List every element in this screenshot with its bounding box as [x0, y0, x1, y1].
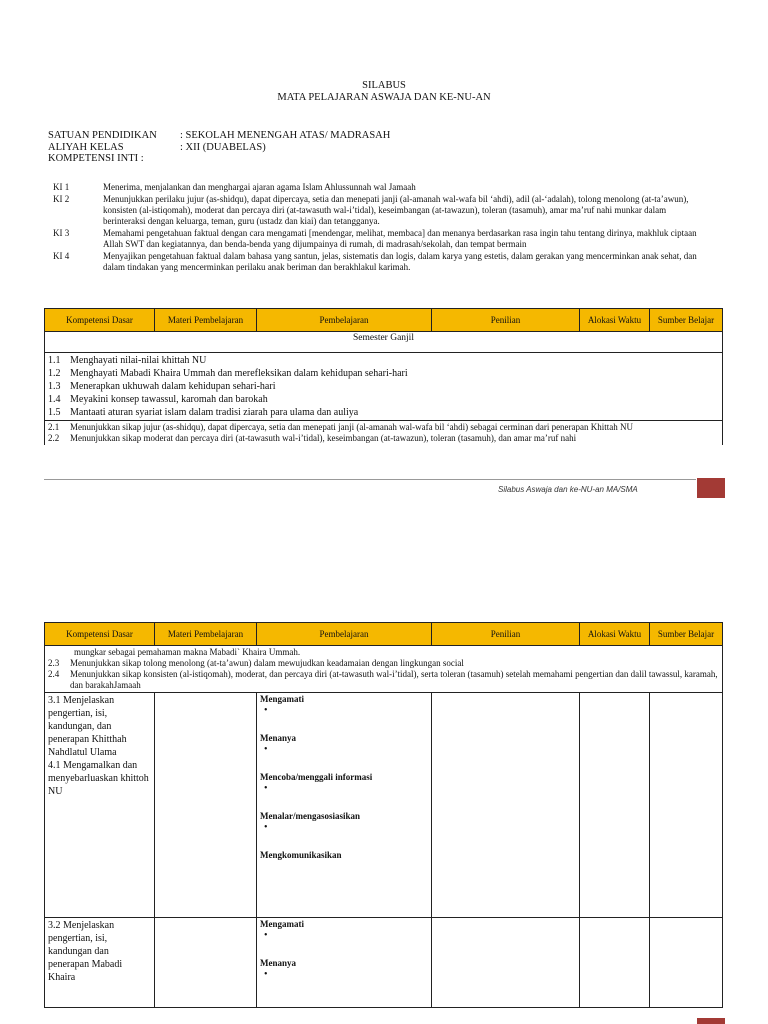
page-1 [0, 0, 768, 510]
kd-line [48, 669, 719, 691]
kd-number: 2.3 [48, 658, 60, 668]
col-header: Alokasi Waktu [580, 623, 650, 646]
semester-row [45, 332, 723, 353]
meta-block [48, 130, 390, 165]
materi-cell [155, 918, 257, 1008]
ki-code: KI 2 [53, 194, 70, 204]
kd2-cell [45, 646, 723, 693]
kd-number: 2.1 [48, 422, 60, 432]
syllabus-table-2 [44, 622, 723, 1008]
kd3-text: 3.2 Menjelaskan pengertian, isi, kandungan dan penerapan Mabadi Khaira [48, 920, 123, 983]
col-header: Materi Pembelajaran [155, 309, 257, 332]
kd-number: 1.5 [48, 407, 61, 418]
kd-line [48, 406, 719, 419]
kd4-text: 4.1 Mengamalkan dan menyebarluaskan khittoh NU [48, 760, 149, 797]
col-header: Penilian [432, 309, 580, 332]
penilian-cell [432, 693, 580, 918]
syllabus-table-1 [44, 308, 723, 445]
kd-text: Menghayati Mabadi Khaira Ummah dan merefleksikan dalam kehidupan sehari-hari [70, 368, 408, 379]
page-2 [0, 560, 768, 1024]
ki-text: Menunjukkan perilaku jujur (as-shidqu), dapat dipercaya, setia dan menepati janji (al-amanah wal-wafa bil ‘ahdi), adil (al-‘adalah), tolong menolong (at-ta’awun), konsisten (al-istiqomah), moderat dan percaya diri (at-tawasuth wal-i’tidal), keseimbangan (at-tawazun), toleran (tasamuh), amar ma’ruf nahi munkar dalam berinteraksi dengan keluarga, teman, guru (ustadz dan kiai) dan tetangganya. [103, 194, 689, 226]
kd-cell [45, 693, 155, 918]
doc-subtitle: MATA PELAJARAN ASWAJA DAN KE-NU-AN [277, 92, 491, 103]
kd2-cell [45, 421, 723, 446]
ki-item [53, 194, 703, 227]
step-label: Menanya [260, 733, 296, 743]
kd-text: Mantaati aturan syariat islam dalam tradisi ziarah para ulama dan auliya [70, 407, 359, 418]
step-label: Menalar/mengasosiasikan [260, 811, 361, 821]
col-header: Kompetensi Dasar [45, 309, 155, 332]
col-header: Sumber Belajar [650, 623, 723, 646]
step-label: Mengamati [260, 694, 304, 704]
table-header-row [45, 623, 723, 646]
pembelajaran-cell [257, 918, 432, 1008]
pembelajaran-cell [257, 693, 432, 918]
footer-box [697, 1018, 725, 1024]
kd-line [48, 367, 719, 380]
kd-cell [45, 918, 155, 1008]
bullet-point: • [264, 744, 268, 755]
kd-text: Menunjukkan sikap moderat dan percaya diri (at-tawasuth wal-i’tidal), keseimbangan (at-tawazun), toleran (tasamuh), dan amar ma’ruf nahi [70, 433, 577, 443]
kd-text: Menunjukkan sikap konsisten (al-istiqomah), moderat, dan percaya diri (at-tawasuth wal-i’tidal), serta toleran (tasamuh) setelah memahami pengertian dan dalil tawassul, karamah, dan barakahJamaah [70, 669, 718, 690]
col-header: Pembelajaran [257, 309, 432, 332]
footer-box [697, 478, 725, 498]
col-header: Alokasi Waktu [580, 309, 650, 332]
step-label: Mengamati [260, 919, 304, 929]
bullet-point: • [264, 930, 268, 941]
kd-line [48, 380, 719, 393]
ki-list [53, 182, 703, 274]
sumber-cell [650, 918, 723, 1008]
footer-text: Silabus Aswaja dan ke-NU-an MA/SMA [498, 485, 638, 494]
ki-code: KI 3 [53, 228, 70, 238]
kd3-text: 3.1 Menjelaskan pengertian, isi, kandungan, dan penerapan Khitthah Nahdlatul Ulama [48, 695, 127, 758]
col-header: Sumber Belajar [650, 309, 723, 332]
kd-line [48, 354, 719, 367]
col-header: Pembelajaran [257, 623, 432, 646]
table-header-row [45, 309, 723, 332]
bullet-point: • [264, 705, 268, 716]
kd-text: mungkar sebagai pemahaman makna Mabadi` Khaira Ummah. [74, 647, 301, 657]
kd1-cell [45, 353, 723, 421]
kd-number: 1.2 [48, 368, 61, 379]
ki-code: KI 4 [53, 251, 70, 261]
ki-item [53, 228, 703, 250]
satuan-value: : SEKOLAH MENENGAH ATAS/ MADRASAH [180, 130, 391, 141]
aliyah-label: ALIYAH KELAS [48, 141, 124, 153]
kd-line [48, 433, 719, 444]
kd-number: 1.1 [48, 355, 61, 366]
penilian-cell [432, 918, 580, 1008]
kd-line [48, 422, 719, 433]
kd2-row [45, 421, 723, 446]
kd-number: 2.4 [48, 669, 60, 679]
kd-number: 1.4 [48, 394, 61, 405]
step-label: Mengkomunikasikan [260, 850, 342, 860]
bullet-point: • [264, 969, 268, 980]
kd-line [48, 393, 719, 406]
kd-number: 1.3 [48, 381, 61, 392]
ki-code: KI 1 [53, 182, 70, 192]
sumber-cell [650, 693, 723, 918]
step-label: Menanya [260, 958, 296, 968]
ki-text: Memahami pengetahuan faktual dengan cara mengamati [mendengar, melihat, membaca] dan menanya berdasarkan rasa ingin tahu tentang dirinya, makhluk ciptaan Allah SWT dan kegiatannya, dan benda-benda yang dijumpainya di rumah, di madrasah/sekolah, dan tempat bermain [103, 228, 697, 249]
ki-item [53, 251, 703, 273]
table-row [45, 693, 723, 918]
materi-cell [155, 693, 257, 918]
kd-line [48, 658, 719, 669]
col-header: Penilian [432, 623, 580, 646]
alokasi-cell [580, 918, 650, 1008]
kd-number: 2.2 [48, 433, 60, 443]
bullet-point: • [264, 822, 268, 833]
semester-label: Semester Ganjil [45, 332, 723, 353]
kd-text: Menunjukkan sikap tolong menolong (at-ta’awun) dalam mewujudkan keadamaian dengan lingkungan social [70, 658, 464, 668]
kd-text: Menunjukkan sikap jujur (as-shidqu), dapat dipercaya, setia dan menepati janji (al-amanah wal-wafa bil ‘ahdi) sebagai cerminan dari penerapan Khittah NU [70, 422, 634, 432]
kd-text: Meyakini konsep tawassul, karomah dan barokah [70, 394, 268, 405]
col-header: Materi Pembelajaran [155, 623, 257, 646]
ki-text: Menerima, menjalankan dan menghargai ajaran agama Islam Ahlussunnah wal Jamaah [103, 182, 416, 192]
footer-rule [44, 479, 696, 480]
step-label: Mencoba/menggali informasi [260, 772, 373, 782]
doc-title: SILABUS [362, 80, 406, 91]
alokasi-cell [580, 693, 650, 918]
table-row [45, 918, 723, 1008]
bullet-point: • [264, 783, 268, 794]
ki-item [53, 182, 703, 193]
aliyah-value: : XII (DUABELAS) [180, 141, 266, 153]
kd-text: Menerapkan ukhuwah dalam kehidupan sehari-hari [70, 381, 276, 392]
ki-text: Menyajikan pengetahuan faktual dalam bahasa yang santun, jelas, sistematis dan logis, dalam karya yang estetis, dalam gerakan yang mencerminkan anak sehat, dan dalam tindakan yang mencerminkan perilaku anak beriman dan berakhlakul karimah. [103, 251, 697, 272]
kd-line [48, 647, 719, 658]
ki-label: KOMPETENSI INTI : [48, 153, 144, 164]
kd1-row [45, 353, 723, 421]
kd2-continued-row [45, 646, 723, 693]
kd-text: Menghayati nilai-nilai khittah NU [70, 355, 207, 366]
col-header: Kompetensi Dasar [45, 623, 155, 646]
satuan-label: SATUAN PENDIDIKAN [48, 130, 157, 141]
